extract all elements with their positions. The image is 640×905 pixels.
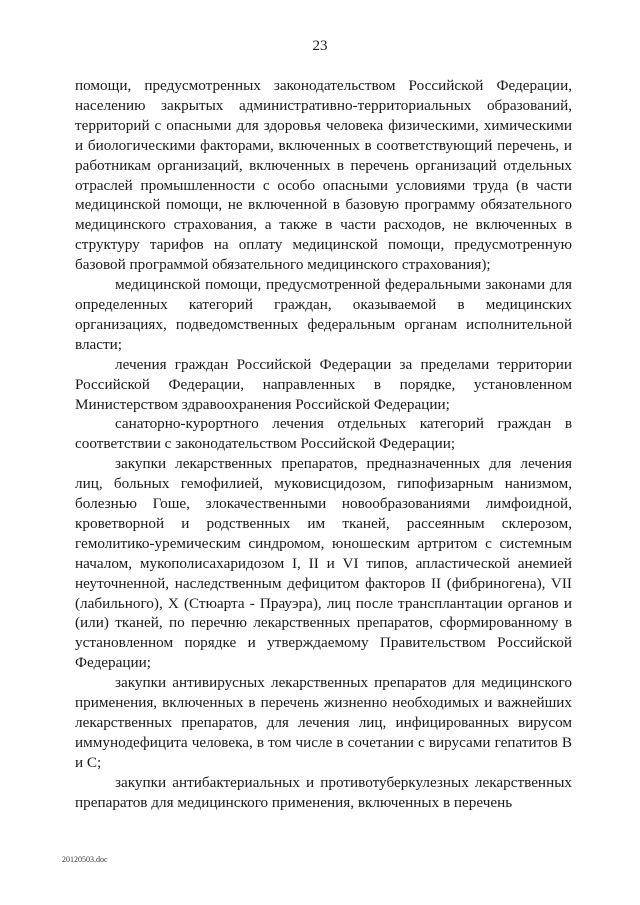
footer-file-code: 20120503.doc bbox=[62, 855, 108, 864]
page-number: 23 bbox=[312, 38, 328, 54]
paragraph: закупки антивирусных лекарственных препаратов для медицинского применения, включенных в перечень жизненно необходимых и важнейших лекарственных препаратов, для лечения лиц, инфицированных вирусом иммунодефицита человека, в том числе в сочетании с вирусами гепатитов B и C; bbox=[75, 674, 572, 771]
paragraph: медицинской помощи, предусмотренной федеральными законами для определенных категорий граждан, оказываемой в медицинских организациях, подведомственных федеральным органам исполнительной власти; bbox=[75, 276, 572, 353]
paragraph: лечения граждан Российской Федерации за пределами территории Российской Федерации, направленных в порядке, установленном Министерством здравоохранения Российской Федерации; bbox=[75, 355, 572, 413]
paragraph: санаторно-курортного лечения отдельных категорий граждан в соответствии с законодательством Российской Федерации; bbox=[75, 415, 572, 453]
paragraph: помощи, предусмотренных законодательством Российской Федерации, населению закрытых административно-территориальных образований, территорий с опасными для здоровья человека физическими, химическими и биологическими факторами, включенных в соответствующий перечень, и работникам организаций, включенных в перечень организаций отдельных отраслей промышленности с особо опасными условиями труда (в части медицинской помощи, не включенной в базовую программу обязательного медицинского страхования, а также в части расходов, не включенных в структуру тарифов на оплату медицинской помощи, предусмотренную базовой программой обязательного медицинского страхования); bbox=[75, 77, 572, 274]
document-body bbox=[75, 76, 572, 813]
paragraph: закупки антибактериальных и противотуберкулезных лекарственных препаратов для медицинского применения, включенных в перечень bbox=[75, 773, 572, 811]
paragraph: закупки лекарственных препаратов, предназначенных для лечения лиц, больных гемофилией, муковисцидозом, гипофизарным нанизмом, болезнью Гоше, злокачественными новообразованиями лимфоидной, кроветворной и родственных им тканей, рассеянным склерозом, гемолитико-уремическим синдромом, юношеским артритом с системным началом, мукополисахаридозом I, II и VI типов, апластической анемией неуточненной, наследственным дефицитом факторов II (фибриногена), VII (лабильного), X (Стюарта - Прауэра), лиц после трансплантации органов и (или) тканей, по перечню лекарственных препаратов, сформированному в установленном порядке и утверждаемому Правительством Российской Федерации; bbox=[75, 455, 572, 672]
